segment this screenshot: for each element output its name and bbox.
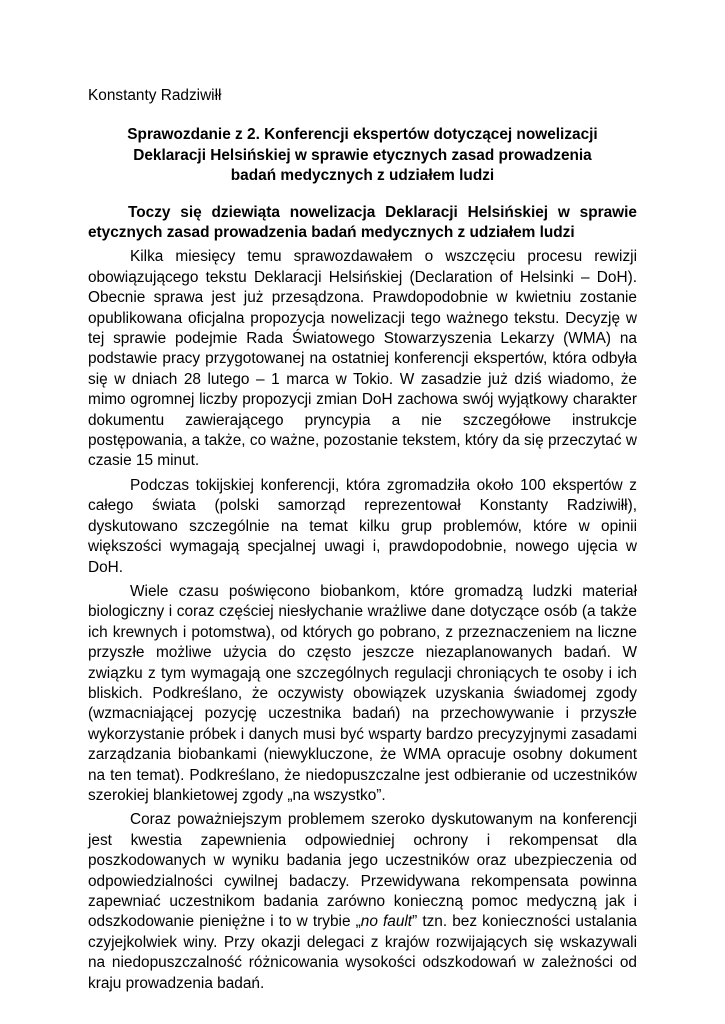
title-line: badań medycznych z udziałem ludzi bbox=[230, 167, 495, 184]
paragraph: Podczas tokijskiej konferencji, która zgromadziła około 100 ekspertów z całego świata (polski samorząd reprezentował Konstanty Radziwiłł), dyskutowano szczególnie na temat kilku grup problemów, które w opinii większości wymagają specjalnej uwagi i, prawdopodobnie, nowego ujęcia w DoH. bbox=[88, 476, 637, 576]
document-title bbox=[88, 125, 637, 187]
title-line: Sprawozdanie z 2. Konferencji ekspertów dotyczącej nowelizacji bbox=[127, 126, 598, 143]
paragraph-text: Coraz poważniejszym problemem szeroko dyskutowanym na konferencji jest kwestia zapewnienia odpowiedniej ochrony i rekompensat dla poszkodowanych w wyniku badania jego uczestników oraz ubezpieczenia od odpowiedzialności cywilnej badaczy. Przewidywana rekompensata powinna zapewniać uczestnikom badania zarówno konieczną pomoc medyczną jak i odszkodowanie pieniężne i to w trybie „ bbox=[88, 811, 637, 931]
paragraph: Wiele czasu poświęcono biobankom, które gromadzą ludzki materiał biologiczny i coraz częściej niesłychanie wrażliwe dane dotyczące osób (a także ich krewnych i potomstwa), od których go pobrano, z przeznaczeniem na liczne przyszłe możliwe użycia do często jeszcze niezaplanowanych badań. W związku z tym wymagają one szczególnych regulacji chroniących te osoby i ich bliskich. Podkreślano, że oczywisty obowiązek uzyskania świadomej zgody (wzmacniającej pozycję uczestnika badań) na przechowywanie i przyszłe wykorzystanie próbek i danych musi być wsparty bardzo precyzyjnymi zasadami zarządzania biobankami (niewykluczone, że WMA opracuje osobny dokument na ten temat). Podkreślano, że niedopuszczalne jest odbieranie od uczestników szerokiej blankietowej zgody „na wszystko”. bbox=[88, 582, 637, 804]
title-line: Deklaracji Helsińskiej w sprawie etycznych zasad prowadzenia bbox=[133, 146, 592, 164]
paragraph-text: ” tzn. bez konieczności ustalania czyjejkolwiek winy. Przy okazji delegaci z krajów rozwijających się wskazywali na niedopuszczalność różnicowania wysokości odszkodowań w zależności od kraju prowadzenia badań. bbox=[88, 913, 637, 992]
paragraph bbox=[88, 810, 637, 994]
paragraph: Kilka miesięcy temu sprawozdawałem o wszczęciu procesu rewizji obowiązującego tekstu Deklaracji Helsińskiej (Declaration of Helsinki – DoH). Obecnie sprawa jest już przesądzona. Prawdopodobnie w kwietniu zostanie opublikowana oficjalna propozycja nowelizacji tego ważnego tekstu. Decyzję w tej sprawie podejmie Rada Światowego Stowarzyszenia Lekarzy (WMA) na podstawie pracy przygotowanej na ostatniej konferencji ekspertów, która odbyła się w dniach 28 lutego – 1 marca w Tokio. W zasadzie już dziś wiadomo, że mimo ogromnej liczby propozycji zmian DoH zachowa swój wyjątkowy charakter dokumentu zawierającego pryncypia a nie szczegółowe instrukcje postępowania, a także, co ważne, pozostanie tekstem, który da się przeczytać w czasie 15 minut. bbox=[88, 248, 637, 470]
lead-heading: Toczy się dziewiąta nowelizacja Deklaracji Helsińskiej w sprawie etycznych zasad prowadzenia badań medycznych z udziałem ludzi bbox=[88, 204, 637, 242]
italic-term: no fault bbox=[360, 913, 413, 931]
document-body bbox=[88, 203, 637, 998]
author-name: Konstanty Radziwiłł bbox=[88, 87, 222, 104]
